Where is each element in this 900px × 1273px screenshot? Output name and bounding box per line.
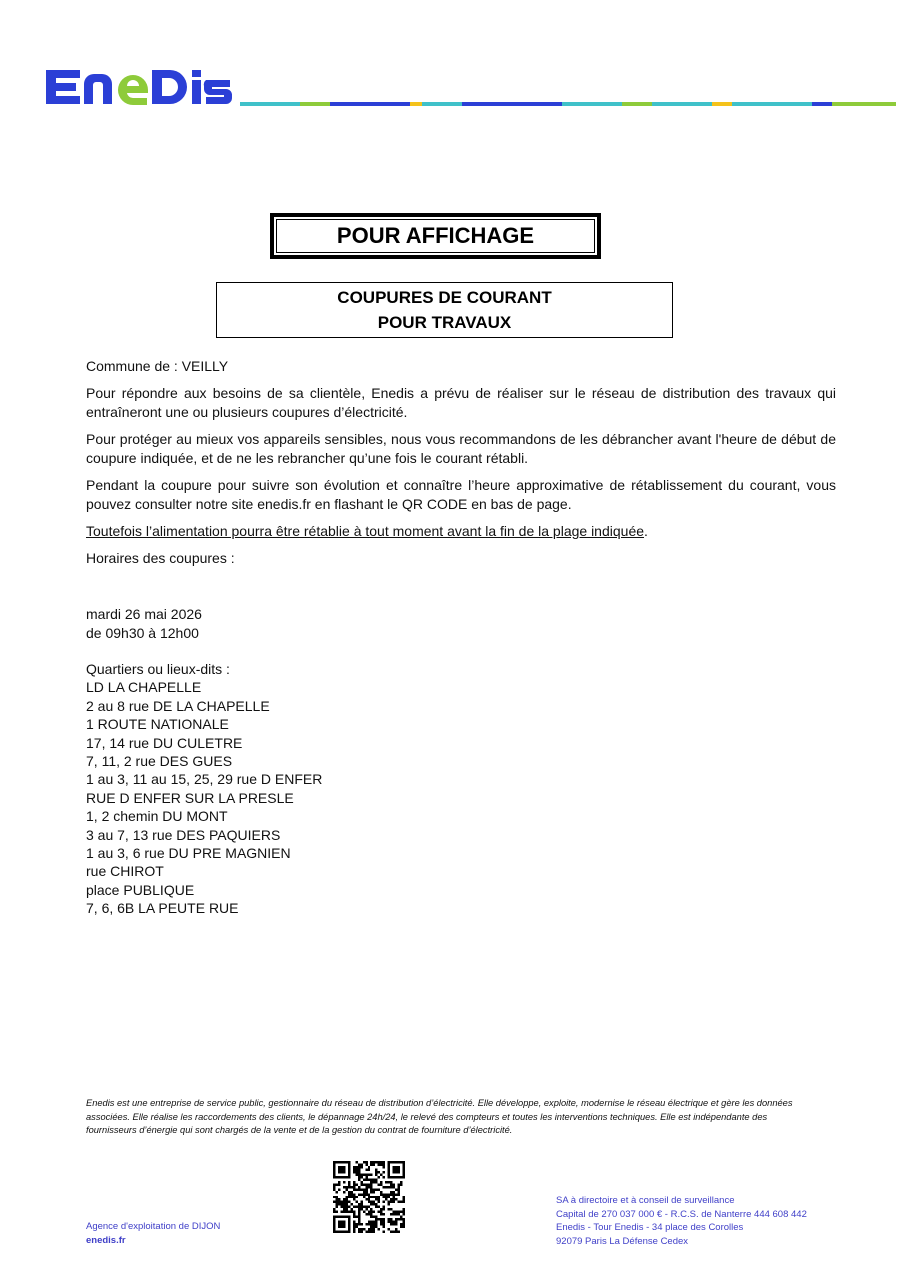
company-line-4: 92079 Paris La Défense Cedex <box>556 1235 689 1247</box>
list-item: RUE D ENFER SUR LA PRESLE <box>86 789 294 806</box>
subtitle-box <box>216 282 673 338</box>
schedule-time: de 09h30 à 12h00 <box>86 625 199 641</box>
locations-label: Quartiers ou lieux-dits : <box>86 661 230 677</box>
list-item: LD LA CHAPELLE <box>86 679 202 696</box>
paragraph-2: Pour protéger au mieux vos appareils sensibles, nous vous recommandons de les débrancher avant l'heure de début de coupure indiquée, et de ne les rebrancher qu’une fois le courant rétabli. <box>86 431 836 466</box>
agency-block <box>86 1220 220 1247</box>
list-item: 7, 11, 2 rue DES GUES <box>86 753 233 770</box>
list-item: 2 au 8 rue DE LA CHAPELLE <box>86 697 270 714</box>
paragraph-1: Pour répondre aux besoins de sa clientèle, Enedis a prévu de réaliser sur le réseau de distribution des travaux qui entraîneront une ou plusieurs coupures d’électricité. <box>86 385 836 420</box>
qr-code[interactable] <box>333 1161 405 1233</box>
list-item: 1 au 3, 11 au 15, 25, 29 rue D ENFER <box>86 771 323 788</box>
title-box <box>270 213 601 259</box>
list-item: 1 au 3, 6 rue DU PRE MAGNIEN <box>86 845 291 862</box>
enedis-logo <box>44 64 234 110</box>
list-item: 17, 14 rue DU CULETRE <box>86 734 243 751</box>
locations-list <box>86 660 322 918</box>
paragraph-3: Pendant la coupure pour suivre son évolution et connaître l’heure approximative de rétablissement du courant, vous pouvez consulter notre site enedis.fr en flashant le QR CODE en bas de page. <box>86 477 836 512</box>
commune-line: Commune de : VEILLY <box>86 358 229 374</box>
page-title: POUR AFFICHAGE <box>276 219 595 253</box>
underlined-notice: Toutefois l’alimentation pourra être rétablie à tout moment avant la fin de la plage indiquée <box>86 523 645 539</box>
list-item: 3 au 7, 13 rue DES PAQUIERS <box>86 826 281 843</box>
agency-name: Agence d'exploitation de DIJON <box>86 1221 221 1232</box>
list-item: 7, 6, 6B LA PEUTE RUE <box>86 900 239 917</box>
list-item: 1, 2 chemin DU MONT <box>86 808 228 825</box>
subtitle-line-2: POUR TRAVAUX <box>377 313 512 332</box>
paragraph-4 <box>86 522 836 541</box>
list-item: rue CHIROT <box>86 863 164 880</box>
subtitle-line-1: COUPURES DE COURANT <box>337 288 552 307</box>
website-link[interactable]: enedis.fr <box>86 1234 126 1246</box>
notice-period: . <box>644 523 648 539</box>
company-line-3: Enedis - Tour Enedis - 34 place des Corolles <box>556 1222 744 1233</box>
list-item: place PUBLIQUE <box>86 881 195 898</box>
schedule-date: mardi 26 mai 2026 <box>86 606 202 622</box>
header-decorative-line <box>240 102 896 106</box>
list-item: 1 ROUTE NATIONALE <box>86 716 229 733</box>
company-info <box>556 1194 807 1248</box>
footer-disclaimer: Enedis est une entreprise de service public, gestionnaire du réseau de distribution d’électricité. Elle développe, exploite, modernise le réseau électrique et gère les données associées. Elle réalise les raccordements des clients, le dépannage 24h/24, le relevé des compteurs et toutes les interventions techniques. Elle est indépendante des fournisseurs d’énergie qui sont chargés de la vente et de la gestion du contrat de fourniture d’électricité. <box>86 1098 793 1135</box>
horaires-label: Horaires des coupures : <box>86 550 235 566</box>
company-line-1: SA à directoire et à conseil de surveillance <box>556 1195 735 1206</box>
company-line-2: Capital de 270 037 000 € - R.C.S. de Nanterre 444 608 442 <box>556 1208 807 1220</box>
